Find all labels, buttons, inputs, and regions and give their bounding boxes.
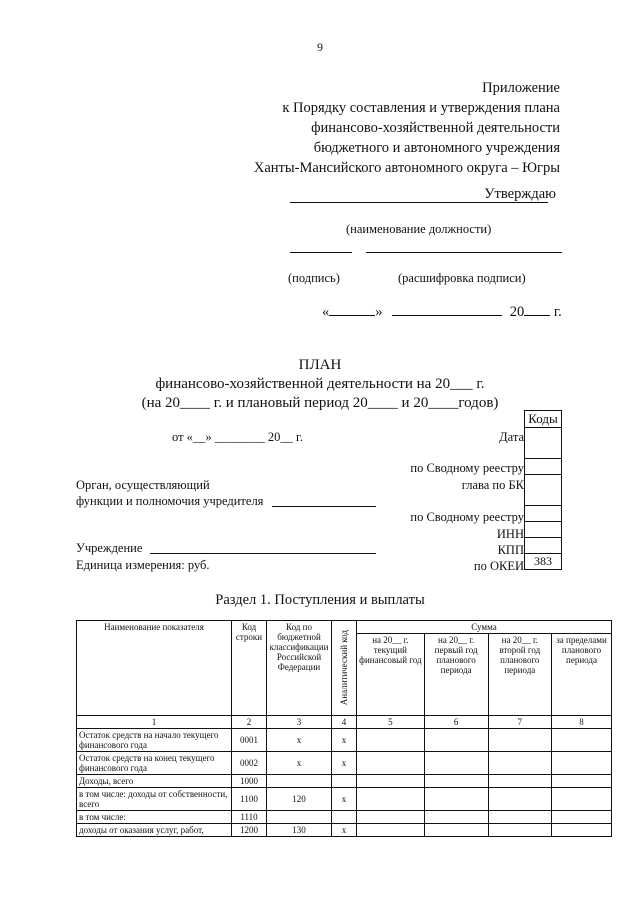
row-name: в том числе: <box>77 811 232 824</box>
row-name: доходы от оказания услуг, работ, <box>77 824 232 837</box>
plan-period: (на 20____ г. и плановый период 20____ и 20____годов) <box>141 395 499 411</box>
row-cell[interactable] <box>488 811 551 824</box>
row-bk: 120 <box>267 788 332 811</box>
row-analytic: х <box>332 788 357 811</box>
code-cell-bk[interactable] <box>525 475 562 506</box>
col-num: 4 <box>332 716 357 729</box>
organ-line <box>272 506 376 507</box>
row-analytic <box>332 811 357 824</box>
row-code: 1110 <box>232 811 267 824</box>
kpp-label: КПП <box>497 543 524 557</box>
codes-header: Коды <box>525 411 562 428</box>
registry-label-2: по Сводному реестру <box>410 510 524 524</box>
table-row <box>77 788 612 811</box>
row-cell[interactable] <box>357 752 425 775</box>
page-number: 9 <box>317 40 323 54</box>
th-code: Код строки <box>232 621 267 716</box>
unit-label: Единица измерения: руб. <box>76 558 210 572</box>
row-bk: х <box>267 752 332 775</box>
row-cell[interactable] <box>424 775 488 788</box>
row-cell[interactable] <box>357 824 425 837</box>
row-cell[interactable] <box>488 824 551 837</box>
section-title: Раздел 1. Поступления и выплаты <box>215 592 425 608</box>
row-cell[interactable] <box>424 811 488 824</box>
appendix-line: к Порядку составления и утверждения плана <box>282 100 560 116</box>
row-cell[interactable] <box>488 775 551 788</box>
code-cell-inn[interactable] <box>525 522 562 538</box>
row-name: Доходы, всего <box>77 775 232 788</box>
plan-title: ПЛАН <box>298 357 342 373</box>
decoding-caption: (расшифровка подписи) <box>398 271 526 285</box>
appendix-line: бюджетного и автономного учреждения <box>313 140 560 156</box>
row-name: в том числе: доходы от собственности, всего <box>77 788 232 811</box>
appendix-line: Ханты-Мансийского автономного округа – Югры <box>253 160 560 176</box>
appendix-header <box>200 78 560 178</box>
table-row <box>77 811 612 824</box>
code-cell-date[interactable] <box>525 428 562 459</box>
bk-label: глава по БК <box>461 478 524 492</box>
row-cell[interactable] <box>552 752 612 775</box>
row-analytic <box>332 775 357 788</box>
row-name: Остаток средств на начало текущего финансового года <box>77 729 232 752</box>
row-cell[interactable] <box>357 788 425 811</box>
table-row <box>77 824 612 837</box>
th-col6: на 20__ г. первый год планового периода <box>424 634 488 716</box>
row-cell[interactable] <box>552 788 612 811</box>
row-name: Остаток средств на конец текущего финансового года <box>77 752 232 775</box>
decoding-line <box>366 252 562 253</box>
th-analytic-text: Аналитический код <box>339 630 349 706</box>
table-row <box>77 752 612 775</box>
row-cell[interactable] <box>424 729 488 752</box>
col-num: 7 <box>488 716 551 729</box>
row-cell[interactable] <box>424 824 488 837</box>
plan-date: от «__» ________ 20__ г. <box>172 430 303 444</box>
date-label: Дата <box>499 430 524 444</box>
row-bk <box>267 811 332 824</box>
row-code: 0002 <box>232 752 267 775</box>
approve-date <box>322 304 562 321</box>
row-cell[interactable] <box>357 811 425 824</box>
row-bk: х <box>267 729 332 752</box>
receipts-table <box>76 620 612 837</box>
row-cell[interactable] <box>552 729 612 752</box>
appendix-line: финансово-хозяйственной деятельности <box>311 120 560 136</box>
th-analytic <box>332 621 357 716</box>
registry-label: по Сводному реестру <box>410 461 524 475</box>
col-num: 2 <box>232 716 267 729</box>
row-analytic: х <box>332 824 357 837</box>
row-cell[interactable] <box>552 824 612 837</box>
row-cell[interactable] <box>552 811 612 824</box>
approve-title: Утверждаю <box>484 186 556 202</box>
code-cell-okei: 383 <box>525 554 562 570</box>
position-line <box>290 202 548 203</box>
row-cell[interactable] <box>488 752 551 775</box>
row-bk <box>267 775 332 788</box>
quote-close: » <box>375 304 383 320</box>
table-row <box>77 729 612 752</box>
organ-label-1: Орган, осуществляющий <box>76 478 210 492</box>
table-row <box>77 775 612 788</box>
code-cell-kpp[interactable] <box>525 538 562 554</box>
col-num: 1 <box>77 716 232 729</box>
row-code: 1100 <box>232 788 267 811</box>
institution-line <box>150 553 376 554</box>
inn-label: ИНН <box>496 527 524 541</box>
okei-label: по ОКЕИ <box>473 559 524 573</box>
row-code: 1200 <box>232 824 267 837</box>
th-col5: на 20__ г. текущий финансовый год <box>357 634 425 716</box>
row-cell[interactable] <box>552 775 612 788</box>
col-num: 6 <box>424 716 488 729</box>
position-caption: (наименование должности) <box>346 222 492 236</box>
codes-table <box>524 410 562 570</box>
signature-line <box>290 252 352 253</box>
row-cell[interactable] <box>424 788 488 811</box>
year-prefix: 20 <box>509 304 525 320</box>
row-analytic: х <box>332 752 357 775</box>
row-cell[interactable] <box>357 775 425 788</box>
plan-subtitle: финансово-хозяйственной деятельности на 20___ г. <box>155 376 485 392</box>
row-code: 1000 <box>232 775 267 788</box>
year-suffix: г. <box>553 304 562 320</box>
quote-open: « <box>322 304 330 320</box>
code-cell-registry[interactable] <box>525 459 562 475</box>
code-cell-registry2[interactable] <box>525 506 562 522</box>
col-num: 3 <box>267 716 332 729</box>
row-cell[interactable] <box>424 752 488 775</box>
th-name: Наименование показателя <box>77 621 232 716</box>
signature-caption: (подпись) <box>288 271 340 285</box>
col-num: 8 <box>552 716 612 729</box>
col-num: 5 <box>357 716 425 729</box>
row-cell[interactable] <box>488 788 551 811</box>
th-sum: Сумма <box>357 621 612 634</box>
row-code: 0001 <box>232 729 267 752</box>
th-col8: за пределами планового периода <box>552 634 612 716</box>
organ-label-2: функции и полномочия учредителя <box>76 494 264 508</box>
row-cell[interactable] <box>357 729 425 752</box>
row-analytic: х <box>332 729 357 752</box>
appendix-line: Приложение <box>482 80 560 96</box>
th-bk: Код по бюджетной классификации Российской Федерации <box>267 621 332 716</box>
th-col7: на 20__ г. второй год планового периода <box>488 634 551 716</box>
row-bk: 130 <box>267 824 332 837</box>
institution-label: Учреждение <box>76 541 143 555</box>
row-cell[interactable] <box>488 729 551 752</box>
